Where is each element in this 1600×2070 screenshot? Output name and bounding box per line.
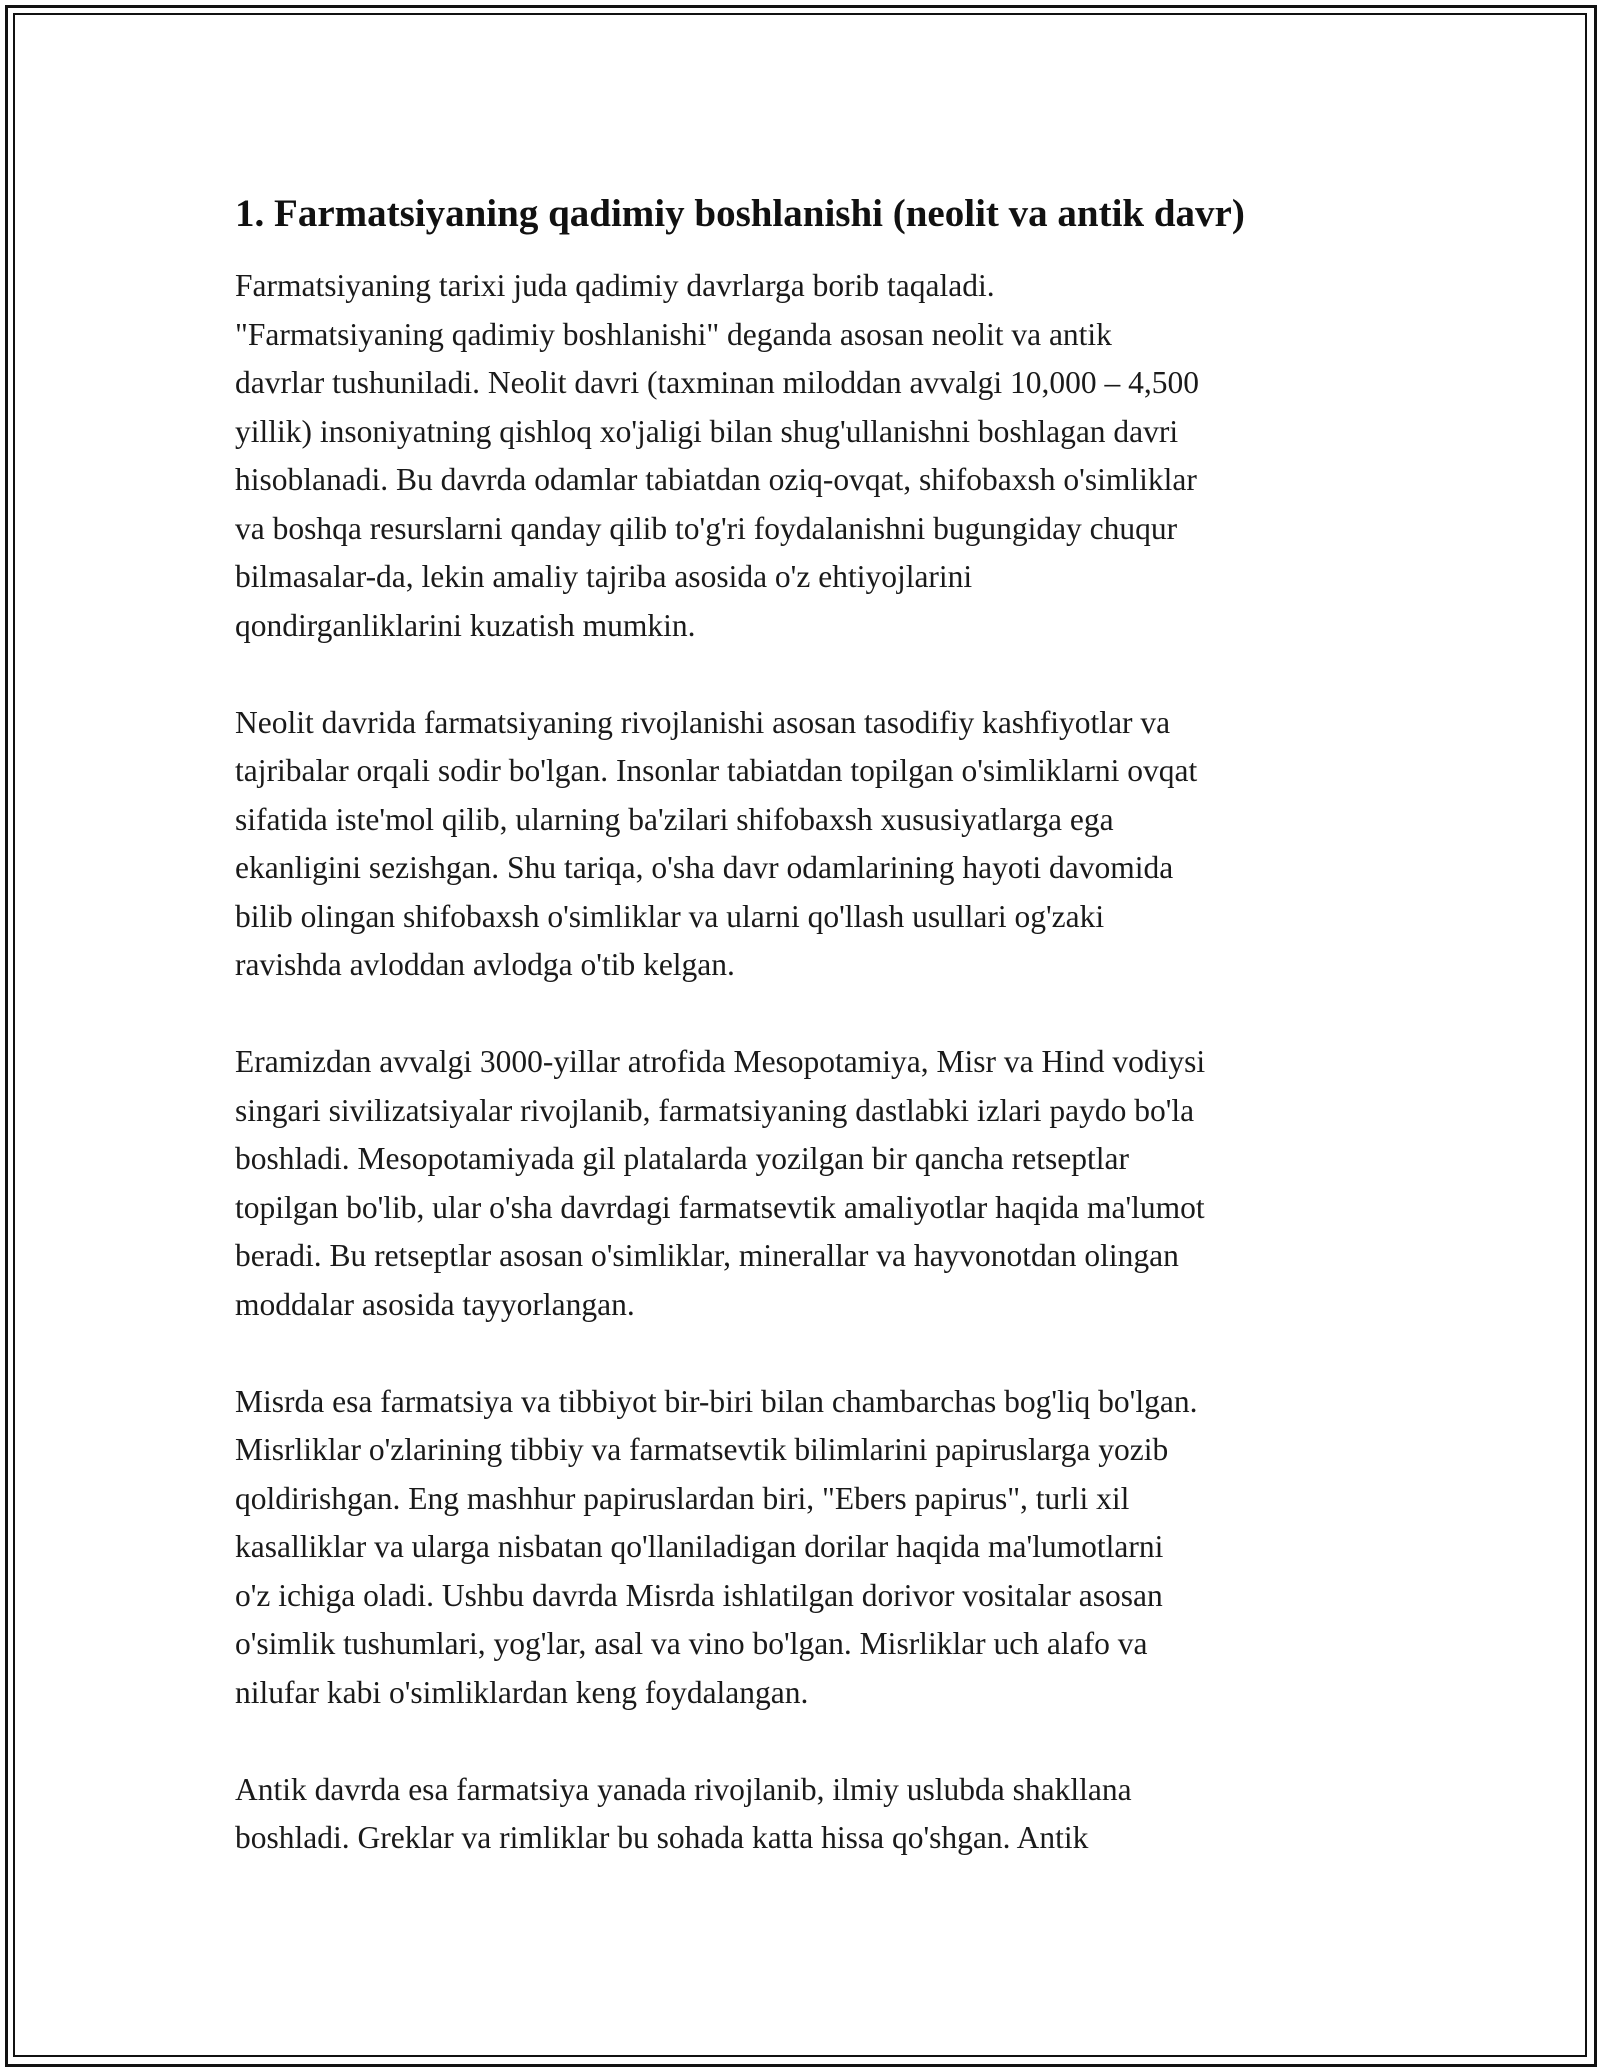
text-line: beradi. Bu retseptlar asosan o'simliklar, minerallar va hayvonotdan olingan	[235, 1238, 1179, 1273]
text-line: sifatida iste'mol qilib, ularning ba'zilari shifobaxsh xususiyatlarga ega	[235, 801, 1114, 837]
text-line: o'simlik tushumlari, yog'lar, asal va vino bo'lgan. Misrliklar uch alafo va	[235, 1626, 1148, 1661]
document-body	[235, 188, 1375, 1911]
text-line: Neolit davrida farmatsiyaning rivojlanishi asosan tasodifiy kashfiyotlar va	[235, 704, 1171, 740]
text-line: boshladi. Mesopotamiyada gil platalarda yozilgan bir qancha retseptlar	[235, 1141, 1129, 1176]
text-line: "Farmatsiyaning qadimiy boshlanishi" deganda asosan neolit va antik	[235, 316, 1112, 352]
text-line: Eramizdan avvalgi 3000-yillar atrofida Mesopotamiya, Misr va Hind vodiysi	[235, 1044, 1206, 1079]
text-line: bilib olingan shifobaxsh o'simliklar va ularni qo'llash usullari og'zaki	[235, 898, 1105, 934]
text-line: Misrda esa farmatsiya va tibbiyot bir-biri bilan chambarchas bog'liq bo'lgan.	[235, 1383, 1198, 1419]
paragraph	[235, 1038, 1375, 1329]
section-heading: 1. Farmatsiyaning qadimiy boshlanishi (neolit va antik davr)	[235, 192, 1245, 235]
paragraph	[235, 1766, 1375, 1863]
text-line: Misrliklar o'zlarining tibbiy va farmatsevtik bilimlarini papiruslarga yozib	[235, 1432, 1169, 1467]
text-line: singari sivilizatsiyalar rivojlanib, farmatsiyaning dastlabki izlari paydo bo'la	[235, 1092, 1195, 1128]
text-line: moddalar asosida tayyorlangan.	[235, 1286, 635, 1322]
text-line: boshladi. Greklar va rimliklar bu sohada katta hissa qo'shgan. Antik	[235, 1820, 1089, 1855]
text-line: yillik) insoniyatning qishloq xo'jaligi bilan shug'ullanishni boshlagan davri	[235, 413, 1179, 449]
text-line: va boshqa resurslarni qanday qilib to'g'ri foydalanishni bugungiday chuqur	[235, 510, 1178, 546]
text-line: nilufar kabi o'simliklardan keng foydalangan.	[235, 1674, 809, 1710]
paragraph	[235, 699, 1375, 990]
text-line: hisoblanadi. Bu davrda odamlar tabiatdan oziq-ovqat, shifobaxsh o'simliklar	[235, 462, 1197, 497]
text-line: qondirganliklarini kuzatish mumkin.	[235, 607, 696, 643]
text-line: topilgan bo'lib, ular o'sha davrdagi farmatsevtik amaliyotlar haqida ma'lumot	[235, 1189, 1205, 1225]
text-line: ravishda avloddan avlodga o'tib kelgan.	[235, 947, 735, 982]
text-line: o'z ichiga oladi. Ushbu davrda Misrda ishlatilgan dorivor vositalar asosan	[235, 1577, 1163, 1613]
text-line: Farmatsiyaning tarixi juda qadimiy davrlarga borib taqaladi.	[235, 268, 995, 303]
text-line: qoldirishgan. Eng mashhur papiruslardan biri, "Ebers papirus", turli xil	[235, 1480, 1130, 1516]
text-line: davrlar tushuniladi. Neolit davri (taxminan miloddan avvalgi 10,000 – 4,500	[235, 365, 1200, 400]
paragraph	[235, 262, 1375, 650]
text-line: ekanligini sezishgan. Shu tariqa, o'sha davr odamlarining hayoti davomida	[235, 850, 1174, 885]
text-line: bilmasalar-da, lekin amaliy tajriba asosida o'z ehtiyojlarini	[235, 559, 973, 594]
text-line: tajribalar orqali sodir bo'lgan. Insonlar tabiatdan topilgan o'simliklarni ovqat	[235, 753, 1198, 788]
text-line: Antik davrda esa farmatsiya yanada rivojlanib, ilmiy uslubda shakllana	[235, 1771, 1132, 1807]
paragraph	[235, 1378, 1375, 1718]
text-line: kasalliklar va ularga nisbatan qo'llaniladigan dorilar haqida ma'lumotlarni	[235, 1529, 1164, 1564]
paragraph-container	[235, 262, 1375, 1863]
